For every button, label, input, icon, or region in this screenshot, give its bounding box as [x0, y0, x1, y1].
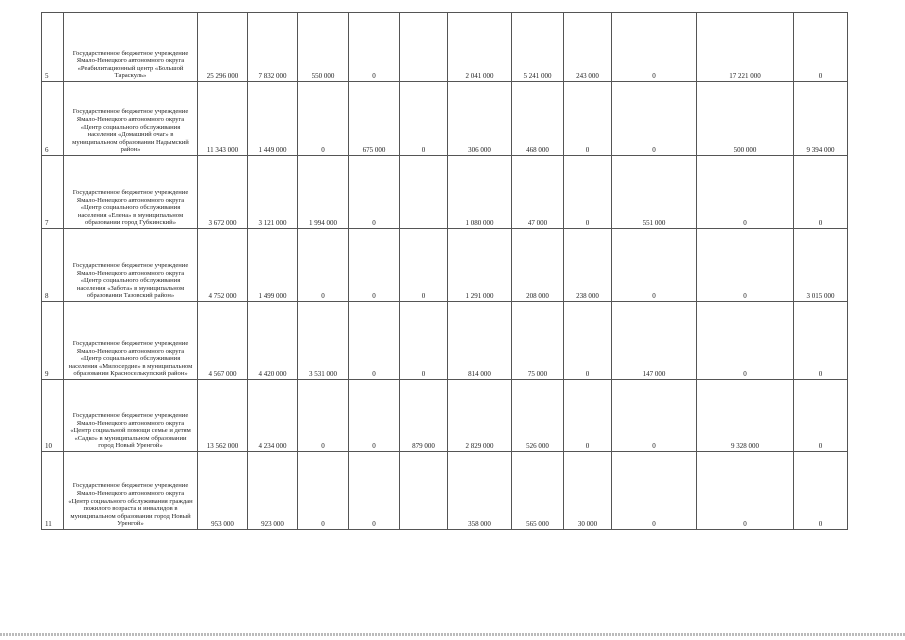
- value-cell: 25 296 000: [198, 13, 248, 82]
- value-cell: 0: [612, 229, 697, 302]
- table-body: [42, 13, 848, 530]
- value-cell: 0: [349, 452, 400, 530]
- institution-name: Государственное бюджетное учреждение Ямало-Ненецкого автономного округа «Центр социального обслуживания населения «Домашний очаг» в муниципальном образовании Надымский район»: [64, 82, 198, 156]
- value-cell: 0: [794, 302, 848, 380]
- value-cell: 9 394 000: [794, 82, 848, 156]
- value-cell: 675 000: [349, 82, 400, 156]
- value-cell: 0: [349, 380, 400, 452]
- value-cell: 358 000: [448, 452, 512, 530]
- value-cell: 814 000: [448, 302, 512, 380]
- value-cell: 1 994 000: [298, 156, 349, 229]
- value-cell: 243 000: [564, 13, 612, 82]
- value-cell: 147 000: [612, 302, 697, 380]
- budget-table: [41, 12, 848, 530]
- value-cell: 0: [349, 302, 400, 380]
- value-cell: 2 041 000: [448, 13, 512, 82]
- value-cell: 5 241 000: [512, 13, 564, 82]
- value-cell: 565 000: [512, 452, 564, 530]
- value-cell: 4 420 000: [248, 302, 298, 380]
- table-row: [42, 82, 848, 156]
- value-cell: 238 000: [564, 229, 612, 302]
- value-cell: 468 000: [512, 82, 564, 156]
- value-cell: 551 000: [612, 156, 697, 229]
- value-cell: 0: [564, 156, 612, 229]
- value-cell: 75 000: [512, 302, 564, 380]
- row-number: 11: [42, 452, 64, 530]
- value-cell: 0: [564, 380, 612, 452]
- value-cell: [400, 452, 448, 530]
- value-cell: 3 121 000: [248, 156, 298, 229]
- value-cell: 306 000: [448, 82, 512, 156]
- value-cell: 0: [794, 452, 848, 530]
- row-number: 9: [42, 302, 64, 380]
- value-cell: 0: [697, 229, 794, 302]
- value-cell: 3 672 000: [198, 156, 248, 229]
- value-cell: 0: [298, 82, 349, 156]
- value-cell: 0: [564, 82, 612, 156]
- value-cell: 1 499 000: [248, 229, 298, 302]
- value-cell: 0: [612, 452, 697, 530]
- table-row: [42, 229, 848, 302]
- value-cell: 0: [349, 13, 400, 82]
- value-cell: 9 328 000: [697, 380, 794, 452]
- value-cell: 0: [794, 380, 848, 452]
- value-cell: 47 000: [512, 156, 564, 229]
- value-cell: 1 291 000: [448, 229, 512, 302]
- value-cell: 4 567 000: [198, 302, 248, 380]
- value-cell: 0: [400, 302, 448, 380]
- row-number: 5: [42, 13, 64, 82]
- value-cell: 3 531 000: [298, 302, 349, 380]
- value-cell: 1 449 000: [248, 82, 298, 156]
- value-cell: 923 000: [248, 452, 298, 530]
- institution-name: Государственное бюджетное учреждение Ямало-Ненецкого автономного округа «Центр социального обслуживания населения «Забота» в муниципальном образовании Тазовский район»: [64, 229, 198, 302]
- institution-name: Государственное бюджетное учреждение Ямало-Ненецкого автономного округа «Центр социального обслуживания населения «Елена» в муниципальном образовании город Губкинский»: [64, 156, 198, 229]
- value-cell: 0: [400, 229, 448, 302]
- value-cell: 0: [349, 229, 400, 302]
- institution-name: Государственное бюджетное учреждение Ямало-Ненецкого автономного округа «Реабилитационный центр «Большой Тараскуль»: [64, 13, 198, 82]
- value-cell: 0: [697, 452, 794, 530]
- value-cell: 0: [612, 380, 697, 452]
- institution-name: Государственное бюджетное учреждение Ямало-Ненецкого автономного округа «Центр социального обслуживания граждан пожилого возраста и инвалидов в муниципальном образовании город Новый Уренгой»: [64, 452, 198, 530]
- value-cell: 0: [298, 229, 349, 302]
- table-row: [42, 302, 848, 380]
- row-number: 7: [42, 156, 64, 229]
- value-cell: 4 234 000: [248, 380, 298, 452]
- value-cell: 0: [697, 156, 794, 229]
- value-cell: 879 000: [400, 380, 448, 452]
- row-number: 10: [42, 380, 64, 452]
- value-cell: 7 832 000: [248, 13, 298, 82]
- table-row: [42, 452, 848, 530]
- value-cell: 3 015 000: [794, 229, 848, 302]
- row-number: 6: [42, 82, 64, 156]
- institution-name: Государственное бюджетное учреждение Ямало-Ненецкого автономного округа «Центр социального обслуживания населения «Милосердие» в муниципальном образовании Красноселькупский район»: [64, 302, 198, 380]
- value-cell: 0: [400, 82, 448, 156]
- value-cell: 0: [564, 302, 612, 380]
- value-cell: 953 000: [198, 452, 248, 530]
- table-row: [42, 156, 848, 229]
- value-cell: 0: [794, 13, 848, 82]
- institution-name: Государственное бюджетное учреждение Ямало-Ненецкого автономного округа «Центр социальной помощи семье и детям «Садко» в муниципальном образовании город Новый Уренгой»: [64, 380, 198, 452]
- value-cell: 0: [298, 380, 349, 452]
- value-cell: 0: [298, 452, 349, 530]
- table-row: [42, 380, 848, 452]
- value-cell: 30 000: [564, 452, 612, 530]
- value-cell: 0: [349, 156, 400, 229]
- value-cell: 11 343 000: [198, 82, 248, 156]
- value-cell: 0: [697, 302, 794, 380]
- table-row: [42, 13, 848, 82]
- value-cell: 4 752 000: [198, 229, 248, 302]
- value-cell: 208 000: [512, 229, 564, 302]
- value-cell: 0: [612, 82, 697, 156]
- value-cell: 13 562 000: [198, 380, 248, 452]
- value-cell: [400, 156, 448, 229]
- value-cell: 0: [612, 13, 697, 82]
- value-cell: 500 000: [697, 82, 794, 156]
- value-cell: 17 221 000: [697, 13, 794, 82]
- value-cell: 526 000: [512, 380, 564, 452]
- value-cell: 1 080 000: [448, 156, 512, 229]
- row-number: 8: [42, 229, 64, 302]
- value-cell: 550 000: [298, 13, 349, 82]
- value-cell: [400, 13, 448, 82]
- scan-edge-line: [0, 633, 905, 636]
- value-cell: 0: [794, 156, 848, 229]
- value-cell: 2 829 000: [448, 380, 512, 452]
